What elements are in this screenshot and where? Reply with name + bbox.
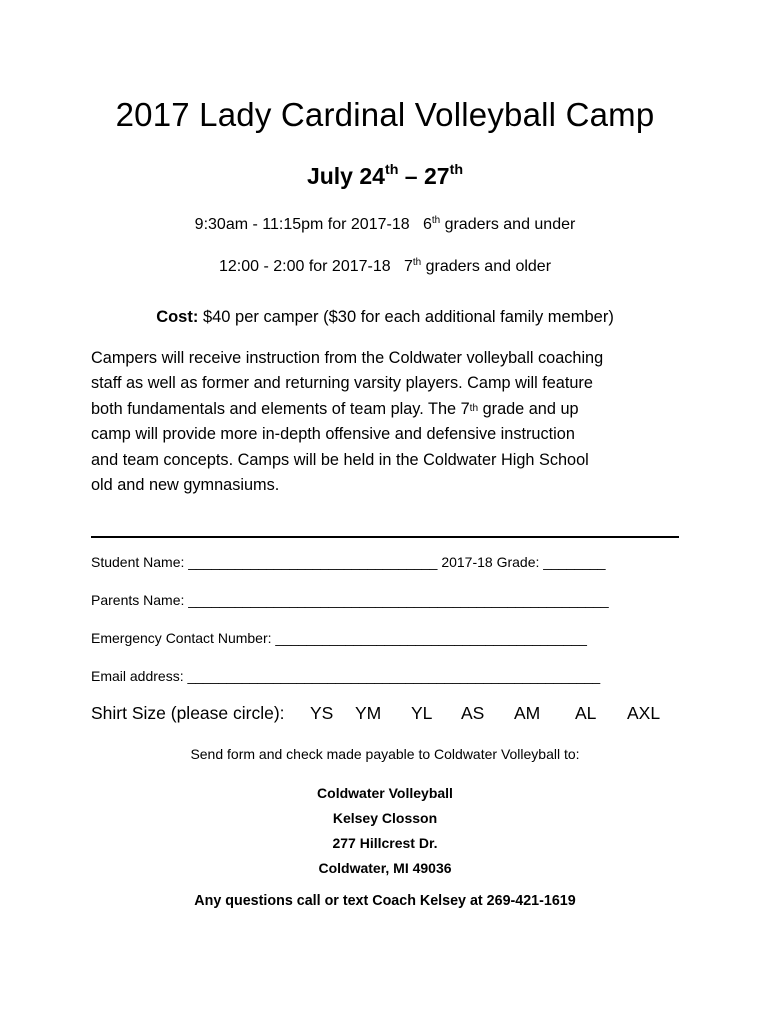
description-line: Campers will receive instruction from the Coldwater volleyball coaching <box>91 349 604 367</box>
cost-label: Cost: <box>156 308 199 326</box>
shirt-size-option[interactable]: YS <box>310 703 334 723</box>
mailing-instruction: Send form and check made payable to Coldwater Volleyball to: <box>190 746 580 762</box>
schedule-older-text: 12:00 - 2:00 for 2017-18 7 <box>218 258 413 275</box>
shirt-size-option[interactable]: YL <box>411 703 433 723</box>
cost-text: $40 per camper ($30 for each additional family member) <box>198 308 614 326</box>
shirt-size-option[interactable]: AL <box>575 703 597 723</box>
page-title: 2017 Lady Cardinal Volleyball Camp <box>115 96 655 133</box>
start-date: July 24 <box>306 163 385 189</box>
address-line: Coldwater Volleyball <box>317 785 453 801</box>
shirt-size-option[interactable]: YM <box>355 703 382 723</box>
shirt-size-option[interactable]: AM <box>514 703 541 723</box>
schedule-older-tail: graders and older <box>421 258 552 275</box>
schedule-older <box>0 258 770 276</box>
shirt-size-option[interactable]: AXL <box>627 703 661 723</box>
schedule-younger-suffix: th <box>431 215 441 226</box>
end-date: 27 <box>423 163 450 189</box>
cost-line <box>0 308 770 327</box>
section-divider <box>91 536 679 538</box>
camp-dates <box>0 163 770 190</box>
description-line: camp will provide more in-depth offensive and defensive instruction <box>91 425 575 444</box>
date-separator: – <box>398 163 424 189</box>
email-field[interactable]: Email address: _____________________________________________________ <box>91 668 601 684</box>
start-date-suffix: th <box>384 162 399 178</box>
schedule-older-suffix: th <box>412 257 422 268</box>
parents-name-field[interactable]: Parents Name: ______________________________________________________ <box>91 592 609 608</box>
contact-line: Any questions call or text Coach Kelsey at 269-421-1619 <box>194 893 576 909</box>
description-line: and team concepts. Camps will be held in the Coldwater High School <box>91 450 589 469</box>
student-name-field[interactable]: Student Name: ________________________________ 2017-18 Grade: ________ <box>91 554 606 570</box>
schedule-younger-text: 9:30am - 11:15pm for 2017-18 6 <box>194 216 432 233</box>
description-line: old and new gymnasiums. <box>91 476 280 495</box>
camp-description <box>91 346 691 498</box>
schedule-younger-tail: graders and under <box>440 216 576 233</box>
address-line: Kelsey Closson <box>332 810 438 826</box>
shirt-size-label: Shirt Size (please circle): <box>91 703 285 723</box>
end-date-suffix: th <box>449 162 464 178</box>
description-line <box>91 397 691 422</box>
shirt-size-option[interactable]: AS <box>461 703 485 723</box>
description-line: staff as well as former and returning varsity players. Camp will feature <box>91 374 593 393</box>
grade-suffix: th <box>469 402 479 414</box>
address-line: Coldwater, MI 49036 <box>318 860 452 876</box>
schedule-younger <box>0 216 770 234</box>
address-line: 277 Hillcrest Dr. <box>332 835 438 851</box>
description-text: grade and up <box>478 399 579 418</box>
description-text: both fundamentals and elements of team play. The 7 <box>91 399 470 418</box>
emergency-contact-field[interactable]: Emergency Contact Number: ________________________________________ <box>91 630 587 646</box>
